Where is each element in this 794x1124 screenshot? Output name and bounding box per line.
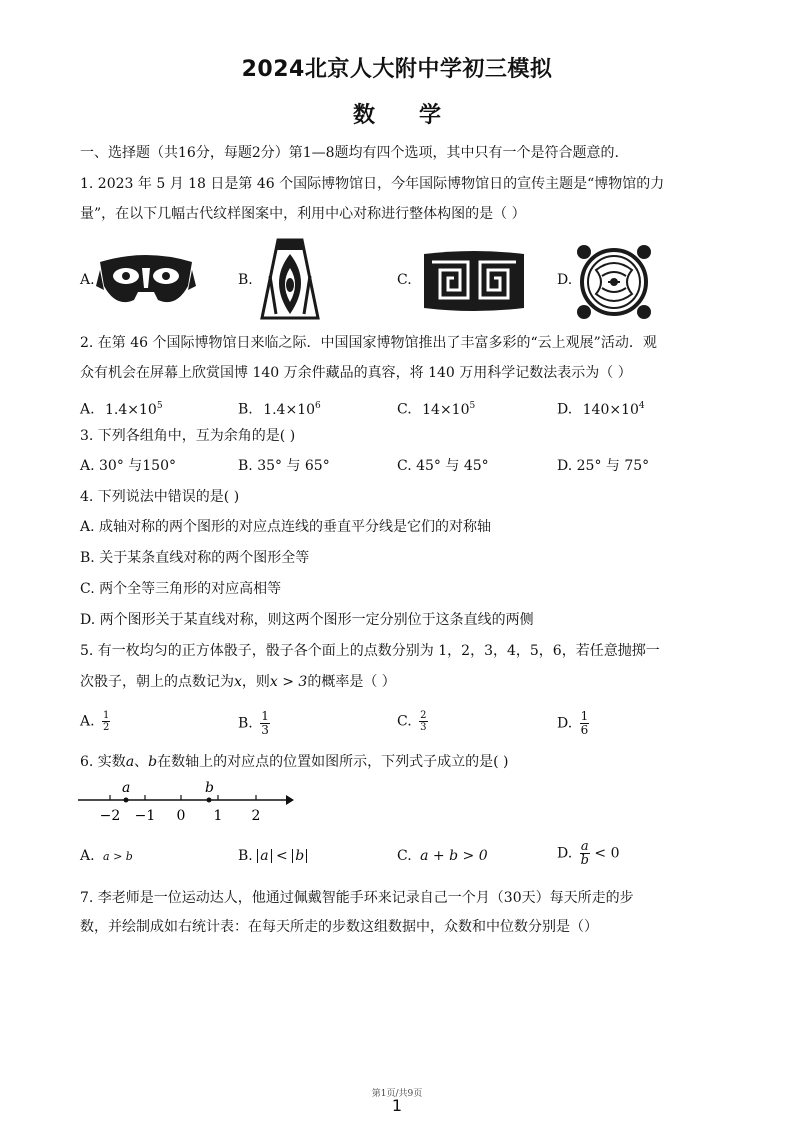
q6-text-b: 在数轴上的对应点的位置如图所示，下列式子成立的是( ) (157, 754, 509, 770)
q5-option-a-label: A. (80, 713, 95, 730)
q5-option-a-num: 1 (103, 710, 110, 721)
q5-text-a: 次骰子，朝上的点数记为 (80, 674, 234, 690)
page-number: 1 (391, 1096, 403, 1115)
q5-option-d (557, 710, 589, 737)
q4-option-c: C. 两个全等三角形的对应高相等 (80, 581, 282, 597)
q2-option-c-exp: 5 (469, 401, 476, 411)
q2-option-b-label: B. (238, 401, 253, 418)
q2-option-c-base: 14×10 (422, 401, 470, 418)
q5-option-c (397, 710, 428, 733)
number-line-tick-label: 1 (213, 808, 223, 822)
q2-stem-line2: 众有机会在屏幕上欣赏国博 140 万余件藏品的真容，将 140 万用科学记数法表示为（ ） (80, 365, 632, 381)
number-line-point-b (207, 798, 212, 803)
q5-option-c-num: 2 (420, 710, 427, 721)
q6-option-d-label: D. (557, 845, 573, 862)
page-count-footer: 第1页/共9页 (371, 1089, 423, 1099)
q6-option-b-label: B. (238, 848, 253, 864)
q5-option-b-label: B. (238, 715, 253, 732)
q5-option-c-fraction (419, 710, 427, 733)
q6-option-a-label: A. (80, 848, 95, 864)
q5-option-c-den: 3 (420, 722, 427, 733)
q5-stem-line1: 5. 有一枚均匀的正方体骰子，骰子各个面上的点数分别为 1，2，3，4，5，6，若任意抛掷一 (80, 643, 660, 659)
number-line-tick-label: −2 (99, 808, 121, 822)
q2-option-a-exp: 5 (156, 401, 163, 411)
q4-option-b: B. 关于某条直线对称的两个图形全等 (80, 550, 310, 566)
number-line-arrow-icon (286, 795, 294, 805)
number-line-tick-label: 2 (251, 808, 261, 822)
q2-option-b (238, 396, 321, 420)
q3-option-a: A. 30° 与150° (80, 458, 176, 474)
q3-option-b: B. 35° 与 65° (238, 458, 330, 474)
number-line-tick-label: −1 (134, 808, 156, 822)
q2-option-a-label: A. (80, 401, 95, 418)
q5-stem-line2 (80, 672, 730, 692)
q6-option-d-rel: < 0 (594, 845, 620, 862)
q5-option-c-label: C. (397, 713, 412, 730)
q6-option-d (557, 840, 620, 867)
q6-option-b (238, 846, 307, 866)
q5-option-d-num: 1 (580, 709, 589, 723)
q6-option-a (80, 846, 133, 867)
q7-stem-line2: 数，并绘制成如右统计表：在每天所走的步数这组数据中，众数和中位数分别是（） (80, 919, 598, 935)
q3-stem: 3. 下列各组角中，互为余角的是( ) (80, 428, 296, 444)
q1-option-b-label: B. (238, 272, 253, 288)
q6-text-a: 6. 实数 (80, 754, 126, 770)
q2-option-c-label: C. (397, 401, 412, 418)
q5-option-b-fraction (260, 710, 270, 737)
number-line-point-a (124, 798, 129, 803)
number-line-label-b: b (205, 780, 214, 796)
q4-option-d: D. 两个图形关于某直线对称，则这两个图形一定分别位于这条直线的两侧 (80, 612, 534, 628)
round-medallion-pattern-icon (574, 242, 654, 322)
q6-stem (80, 752, 730, 772)
q6-option-b-abs-b: b (292, 849, 307, 863)
q2-option-a (80, 396, 163, 420)
page-subtitle: 数学 (352, 103, 485, 128)
q6-option-d-fraction (580, 840, 590, 867)
q6-sep: 、 (134, 754, 149, 770)
q6-option-c (397, 846, 488, 866)
section-heading: 一、选择题（共16分，每题2分）第1—8题均有四个选项，其中只有一个是符合题意的. (80, 145, 619, 161)
q2-option-d (557, 396, 645, 420)
meander-fret-pattern-icon (418, 248, 530, 314)
bronze-mask-pattern-icon (96, 246, 196, 314)
q6-var-a: a (125, 754, 135, 770)
q5-inequality: x > 3 (269, 674, 308, 690)
q2-option-c (397, 396, 475, 420)
bell-vase-pattern-icon (256, 236, 324, 322)
q3-option-c: C. 45° 与 45° (397, 458, 489, 474)
q1-stem-line2: 量”，在以下几幅古代纹样图案中，利用中心对称进行整体构图的是（ ） (80, 206, 526, 222)
q2-stem-line1: 2. 在第 46 个国际博物馆日来临之际．中国国家博物馆推出了丰富多彩的“云上观展”活动．观 (80, 335, 657, 351)
q6-option-a-expr: a > b (103, 850, 133, 863)
q2-option-d-label: D. (557, 401, 573, 418)
q6-option-b-abs-a: a (257, 849, 271, 863)
q1-option-d-label: D. (557, 272, 573, 288)
q1-stem-line1: 1. 2023 年 5 月 18 日是第 46 个国际博物馆日，今年国际博物馆日的宣传主题是“博物馆的力 (80, 176, 665, 192)
q7-stem-line1: 7. 李老师是一位运动达人，他通过佩戴智能手环来记录自己一个月（30天）每天所走的步 (80, 890, 634, 906)
q6-var-b: b (148, 754, 158, 770)
q6-option-d-num: a (580, 839, 589, 854)
q1-option-a-label: A. (80, 272, 95, 288)
q5-option-d-fraction (580, 710, 590, 737)
q6-option-d-den: b (580, 853, 589, 868)
number-line-tick-label: 0 (176, 808, 186, 822)
q4-stem: 4. 下列说法中错误的是( ) (80, 489, 240, 505)
q5-option-d-label: D. (557, 715, 573, 732)
q2-option-d-exp: 4 (638, 401, 645, 411)
q6-option-b-rel: < (271, 848, 293, 864)
q5-text-c: 的概率是（ ） (307, 674, 396, 690)
q2-option-d-base: 140×10 (582, 401, 639, 418)
q6-option-c-expr: a + b > 0 (420, 848, 488, 864)
q5-option-d-den: 6 (580, 723, 589, 737)
q6-option-c-label: C. (397, 848, 412, 864)
number-line-label-a: a (122, 780, 131, 796)
q4-option-a: A. 成轴对称的两个图形的对应点连线的垂直平分线是它们的对称轴 (80, 519, 492, 535)
q2-option-b-base: 1.4×10 (263, 401, 316, 418)
q5-text-b: ，则 (241, 674, 270, 690)
q5-var-x: x (234, 674, 242, 690)
number-line-figure (76, 778, 296, 822)
q2-option-b-exp: 6 (315, 401, 321, 411)
q5-option-a-fraction (102, 710, 110, 733)
q5-option-a-den: 2 (103, 722, 110, 733)
q3-option-d: D. 25° 与 75° (557, 458, 650, 474)
q1-option-c-label: C. (397, 272, 412, 288)
q2-option-a-base: 1.4×10 (105, 401, 157, 418)
page-title: 2024北京人大附中学初三模拟 (241, 57, 553, 82)
q5-option-b-den: 3 (261, 723, 269, 737)
q5-option-b (238, 710, 270, 737)
q5-option-b-num: 1 (261, 709, 269, 723)
q5-option-a (80, 710, 110, 733)
